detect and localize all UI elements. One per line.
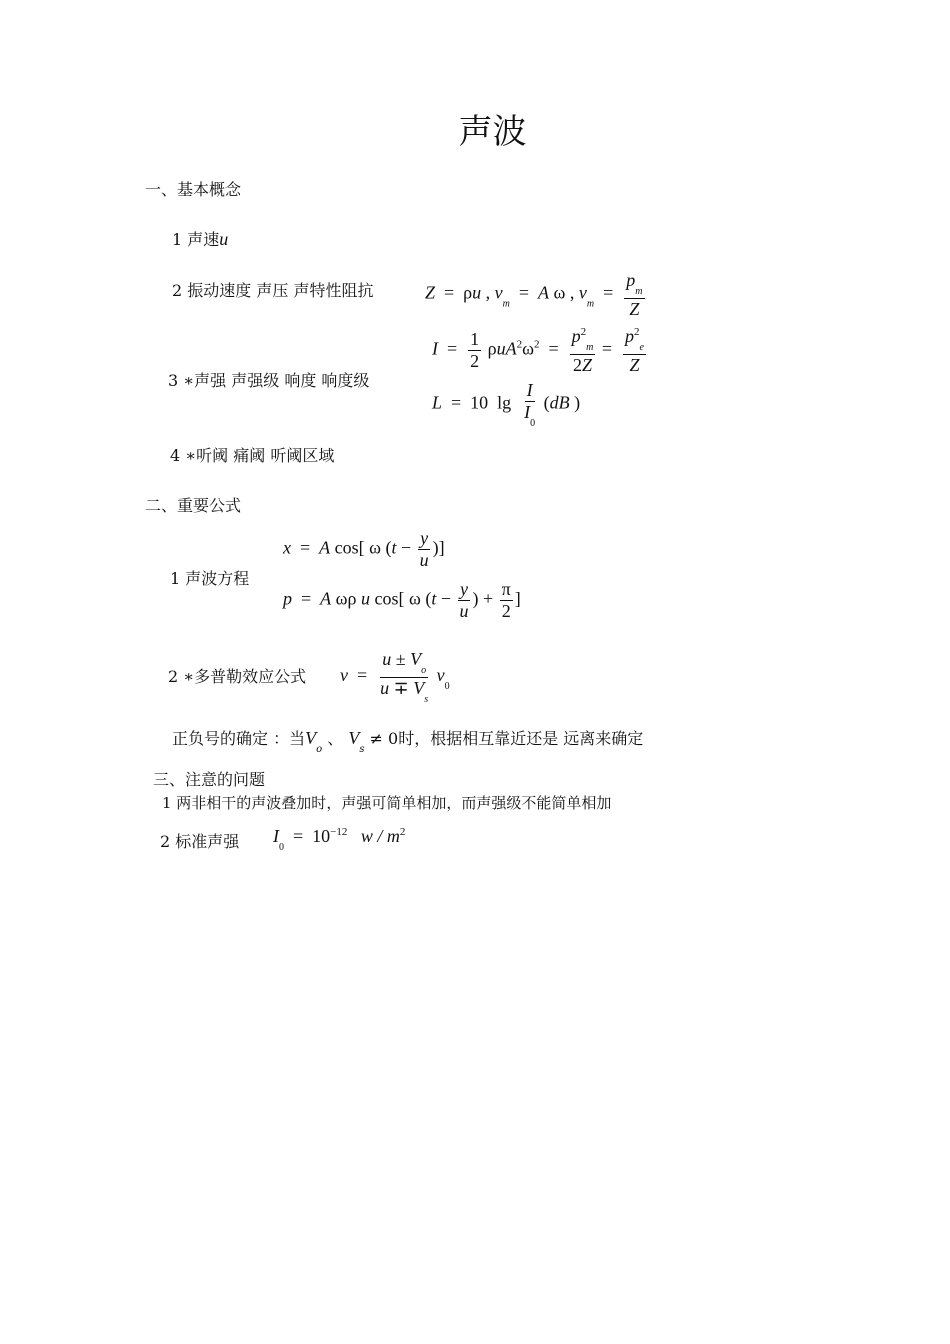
note-superposition: 1 两非相干的声波叠加时，声强可简单相加，而声强级不能简单相加 xyxy=(162,794,612,812)
section-heading-notes: 三、注意的问题 xyxy=(153,770,266,789)
formula-standard-intensity: $I_0 = 10^{-12}$ w / $m^2$ xyxy=(273,826,406,853)
item-sound-speed: 1 声速u xyxy=(172,229,229,249)
formula-intensity: I = $\frac{1}{2}$ $\rho uA^2\omega^2$ = $\frac{p^2_m}{2Z}$ = $\frac{p^2_e}{Z}$ xyxy=(432,326,644,375)
section-heading-basic-concepts: 一、基本概念 xyxy=(145,180,242,199)
item-vibration-velocity: 2 振动速度 声压 声特性阻抗 xyxy=(172,281,374,300)
section-heading-formulas: 二、重要公式 xyxy=(145,496,242,515)
item-hearing-threshold: 4 ∗听阈 痛阈 听阈区域 xyxy=(170,446,335,465)
formula-doppler: v = $\frac{u \pm V_o}{u \mp V_s}$ $v_0$ xyxy=(340,649,450,705)
formula-impedance: Z = ρu , $v_m = A$ ω , $v_m$ = $\frac{p_m}{Z}$ xyxy=(425,270,643,319)
sign-note: 正负号的确定 ：当$V_o$ 、 $V_s \ne 0$时，根据相互靠近还是 远离来确定 xyxy=(172,728,644,755)
item-doppler: 2 ∗多普勒效应公式 xyxy=(168,667,307,686)
item-intensity: 3 ∗声强 声强级 响度 响度级 xyxy=(168,371,370,390)
item-wave-equation: 1 声波方程 xyxy=(170,569,250,588)
note-standard-intensity: 2 标准声强 xyxy=(160,832,240,851)
page-title: 声波 xyxy=(458,112,527,152)
formula-intensity-level: L = 10 lg $\frac{I}{I_0}$ (dB ) xyxy=(432,380,581,429)
formula-displacement-wave: x = A cos[ ω (t − $\frac{y}{u}$ )] xyxy=(283,528,445,570)
formula-pressure-wave: p = A ωρ u cos[ ω (t − $\frac{y}{u}$ ) + $\frac{\pi}{2}$ ] xyxy=(283,579,521,621)
